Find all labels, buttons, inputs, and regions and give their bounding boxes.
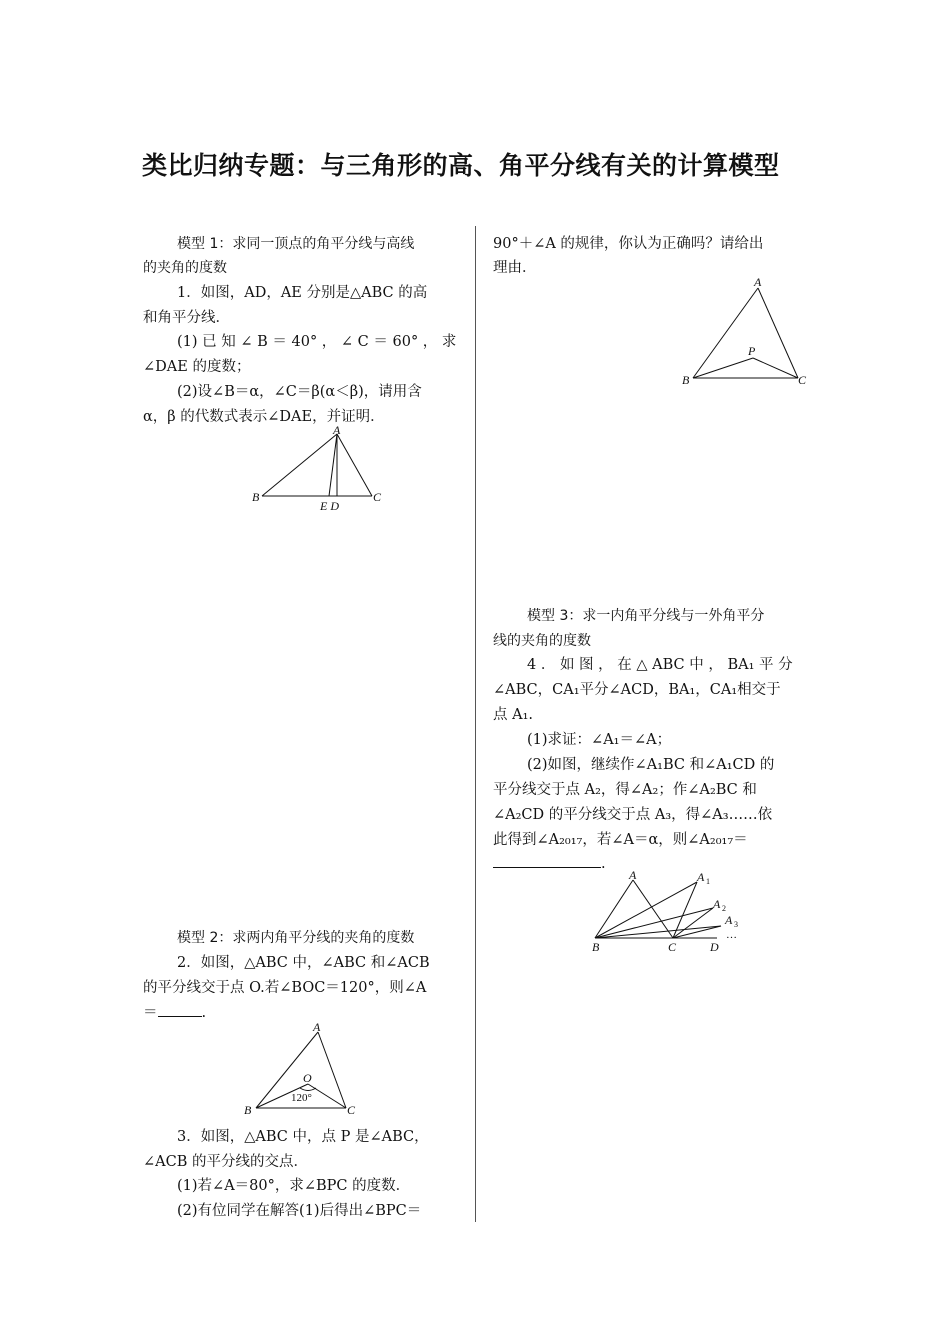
question3-part2: (2)有位同学在解答(1)后得出∠BPC＝ xyxy=(177,1203,422,1219)
question3-continued-line1: 90°＋∠A 的规律，你认为正确吗？请给出 xyxy=(493,236,764,252)
fig1-label-ed: E D xyxy=(320,499,339,513)
fig2-label-c: C xyxy=(347,1103,356,1117)
question2-answer-blank[interactable] xyxy=(158,1002,202,1017)
question3-line2: ∠ACB 的平分线的交点． xyxy=(143,1154,308,1170)
fig1-label-c: C xyxy=(373,490,382,504)
fig4-label-a2: A xyxy=(713,897,721,911)
fig4-label-a3: A xyxy=(725,913,733,927)
fig4-label-d: D xyxy=(710,940,719,954)
question4-line3: 点 A₁. xyxy=(493,707,534,723)
figure-2-triangle-boc xyxy=(240,1020,370,1120)
question1-line2: 和角平分线． xyxy=(143,310,230,326)
question2-line3 xyxy=(143,1001,206,1026)
fig2-angle-label: 120° xyxy=(291,1092,312,1104)
fig4-label-a3-sub: 3 xyxy=(734,920,738,929)
question1-part2-line1: (2)设∠B＝α，∠C＝β(α＜β)，请用含 xyxy=(177,384,422,400)
fig1-label-a: A xyxy=(333,423,341,437)
fig3-label-b: B xyxy=(682,373,690,387)
figure-4-angle-bisectors xyxy=(585,868,755,958)
fig4-label-a1-sub: 1 xyxy=(706,877,710,886)
fig4-label-dots: … xyxy=(726,929,737,941)
question4-period: . xyxy=(601,856,606,872)
model1-heading-line1: 模型 1：求同一顶点的角平分线与高线 xyxy=(177,236,415,252)
question1-part1-line2: ∠DAE 的度数； xyxy=(143,359,251,375)
question2-line1: 2．如图，△ABC 中，∠ABC 和∠ACB xyxy=(177,955,430,971)
fig4-label-a: A xyxy=(629,868,637,882)
question2-line2: 的平分线交于点 O.若∠BOC＝120°，则∠A xyxy=(143,980,427,996)
column-divider xyxy=(475,226,476,1222)
question1-line1: 1．如图，AD，AE 分别是△ABC 的高 xyxy=(177,285,428,301)
question1-part2-line2: α，β 的代数式表示∠DAE，并证明． xyxy=(143,409,385,425)
fig3-label-c: C xyxy=(798,373,807,387)
fig2-label-a: A xyxy=(313,1020,321,1034)
question3-line1: 3．如图，△ABC 中，点 P 是∠ABC， xyxy=(177,1129,429,1145)
fig4-label-a1: A xyxy=(697,870,705,884)
question4-line2: ∠ABC，CA₁平分∠ACD，BA₁，CA₁相交于 xyxy=(493,682,781,698)
fig3-label-a: A xyxy=(754,275,762,289)
fig4-label-a2-sub: 2 xyxy=(722,904,726,913)
fig3-label-p: P xyxy=(748,344,756,358)
fig2-label-b: B xyxy=(244,1103,252,1117)
question4-part2-line3: ∠A₂CD 的平分线交于点 A₃，得∠A₃……依 xyxy=(493,807,773,823)
question1-part1-line1: (1) 已 知 ∠ B ＝ 40° ， ∠ C ＝ 60° ， 求 xyxy=(177,334,457,350)
question4-part2-line2: 平分线交于点 A₂，得∠A₂；作∠A₂BC 和 xyxy=(493,782,757,798)
question2-equals: ＝ xyxy=(143,1005,158,1021)
model2-heading: 模型 2：求两内角平分线的夹角的度数 xyxy=(177,930,415,946)
fig4-label-c: C xyxy=(668,940,677,954)
question4-part2-line1: (2)如图，继续作∠A₁BC 和∠A₁CD 的 xyxy=(527,757,775,773)
model3-heading-line2: 线的夹角的度数 xyxy=(493,633,591,649)
figure-3-triangle-bpc xyxy=(678,272,818,392)
question4-part1: (1)求证：∠A₁＝∠A； xyxy=(527,732,672,748)
fig1-label-b: B xyxy=(252,490,260,504)
fig2-label-o: O xyxy=(303,1071,312,1085)
question4-line1: 4 ． 如 图 ， 在 △ ABC 中 ， BA₁ 平 分 xyxy=(527,657,793,673)
question4-answer-blank[interactable] xyxy=(493,853,601,868)
figure-1-triangle-abc xyxy=(250,424,390,514)
page-title: 类比归纳专题：与三角形的高、角平分线有关的计算模型 xyxy=(142,151,780,180)
question4-part2-line4: 此得到∠A₂₀₁₇，若∠A＝α，则∠A₂₀₁₇＝ xyxy=(493,832,748,848)
question3-part1: (1)若∠A＝80°，求∠BPC 的度数． xyxy=(177,1178,411,1194)
model3-heading-line1: 模型 3：求一内角平分线与一外角平分 xyxy=(527,608,765,624)
fig4-label-b: B xyxy=(592,940,600,954)
model1-heading-line2: 的夹角的度数 xyxy=(143,260,227,276)
question2-period: . xyxy=(201,1005,207,1021)
question3-continued-line2: 理由． xyxy=(493,260,537,276)
